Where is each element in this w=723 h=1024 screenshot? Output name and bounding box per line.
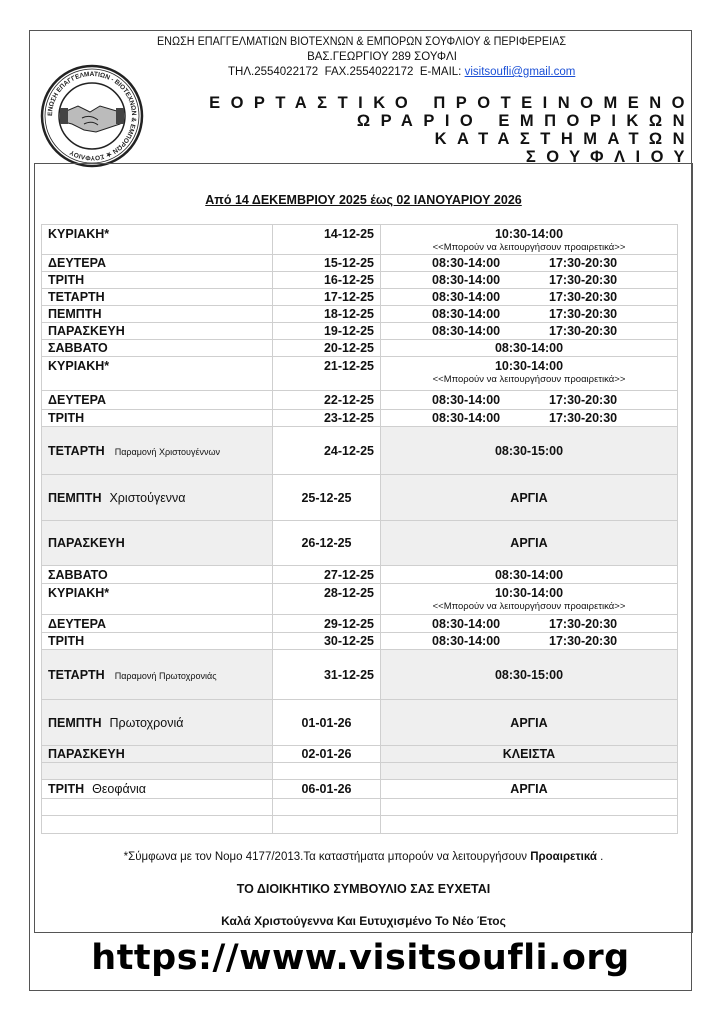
date-value: 19-12-25 — [323, 324, 374, 338]
day-cell — [42, 584, 273, 614]
fax: FAX.2554022172 — [324, 66, 414, 78]
day-name: ΔΕΥΤΕΡΑ — [48, 393, 107, 407]
holiday-note: Παραμονή Χριστουγέννων — [114, 447, 221, 457]
optional-opening-note: <<Μπορούν να λειτουργήσουν προαιρετικά>> — [432, 242, 626, 253]
date-cell — [273, 566, 381, 583]
morning-hours: 08:30-14:00 — [432, 290, 501, 304]
day-cell — [42, 323, 273, 339]
handshake-icon — [60, 106, 124, 132]
date-cell — [273, 306, 381, 322]
date-value: 06-01-26 — [301, 782, 352, 796]
holiday-note: Θεοφάνια — [92, 782, 146, 796]
day-cell — [42, 566, 273, 583]
hours-value: 08:30-14:00 — [494, 568, 564, 582]
hours-value: ΑΡΓΙΑ — [510, 491, 548, 505]
day-label-group — [48, 668, 217, 682]
board-greeting: ΤΟ ΔΙΟΙΚΗΤΙΚΟ ΣΥΜΒΟΥΛΙΟ ΣΑΣ ΕΥΧΕΤΑΙ — [236, 882, 491, 896]
date-cell — [273, 763, 381, 779]
day-cell — [42, 700, 273, 745]
date-value: 16-12-25 — [323, 273, 374, 287]
day-name: ΣΑΒΒΑΤΟ — [48, 341, 108, 355]
hours-cell — [381, 272, 677, 288]
date-cell — [273, 475, 381, 520]
day-cell — [42, 427, 273, 474]
association-seal-logo — [38, 62, 146, 170]
day-label-group — [48, 716, 183, 730]
date-value: 17-12-25 — [323, 290, 374, 304]
schedule-table — [41, 224, 678, 834]
morning-hours: 08:30-14:00 — [432, 411, 501, 425]
schedule-row — [42, 410, 677, 427]
day-cell — [42, 633, 273, 649]
hours-value: 08:30-15:00 — [494, 668, 564, 682]
date-cell — [273, 357, 381, 390]
evening-hours: 17:30-20:30 — [549, 256, 618, 270]
date-value: 21-12-25 — [323, 359, 374, 373]
schedule-row — [42, 799, 677, 816]
date-cell — [273, 615, 381, 632]
day-cell — [42, 391, 273, 409]
title-line-2: ΩΡΑΡΙΟ ΕΜΠΟΡΙΚΩΝ — [356, 112, 695, 130]
hours-cell — [381, 816, 677, 833]
optional-opening-note: <<Μπορούν να λειτουργήσουν προαιρετικά>> — [432, 601, 626, 612]
day-cell — [42, 225, 273, 254]
evening-hours: 17:30-20:30 — [549, 324, 618, 338]
schedule-row — [42, 584, 677, 615]
seal-text: ΕΝΩΣΗ ΕΠΑΓΓΕΛΜΑΤΙΩΝ - ΒΙΟΤΕΧΝΩΝ & ΕΜΠΟΡΩΝ ★ ΣΟΥΦΛΙΟΥ — [46, 70, 138, 162]
schedule-row — [42, 225, 677, 255]
schedule-row — [42, 255, 677, 272]
period-title: Από 14 ΔΕΚΕΜΒΡΙΟΥ 2025 έως 02 ΙΑΝΟΥΑΡΙΟΥ 2026 — [205, 193, 522, 207]
date-value: 24-12-25 — [323, 444, 374, 458]
hours-cell — [381, 584, 677, 614]
law-note-bold: Προαιρετικά — [530, 851, 597, 863]
day-cell — [42, 799, 273, 815]
schedule-row — [42, 427, 677, 475]
day-cell — [42, 521, 273, 565]
morning-hours: 08:30-14:00 — [432, 273, 501, 287]
schedule-row — [42, 391, 677, 410]
morning-hours: 08:30-14:00 — [432, 256, 501, 270]
date-cell — [273, 746, 381, 762]
season-wishes: Καλά Χριστούγεννα Και Ευτυχισμένο Το Νέο Έτος — [221, 914, 506, 928]
date-value: 29-12-25 — [323, 617, 374, 631]
evening-hours: 17:30-20:30 — [549, 393, 618, 407]
date-value: 14-12-25 — [323, 227, 374, 241]
day-cell — [42, 289, 273, 305]
date-cell — [273, 521, 381, 565]
date-cell — [273, 427, 381, 474]
schedule-row — [42, 475, 677, 521]
schedule-row — [42, 615, 677, 633]
schedule-row — [42, 289, 677, 306]
date-cell — [273, 340, 381, 356]
day-name: ΠΕΜΠΤΗ — [48, 491, 102, 505]
holiday-note: Παραμονή Πρωτοχρονιάς — [114, 671, 217, 681]
date-value: 02-01-26 — [301, 747, 352, 761]
holiday-note: Χριστούγεννα — [109, 491, 186, 505]
date-cell — [273, 584, 381, 614]
hours-value: 10:30-14:00 — [494, 359, 564, 373]
schedule-row — [42, 763, 677, 780]
day-name: ΠΕΜΠΤΗ — [48, 307, 102, 321]
morning-hours: 08:30-14:00 — [432, 393, 501, 407]
hours-cell — [381, 763, 677, 779]
morning-hours: 08:30-14:00 — [432, 324, 501, 338]
day-name: ΠΕΜΠΤΗ — [48, 716, 102, 730]
date-cell — [273, 323, 381, 339]
day-name: ΤΡΙΤΗ — [48, 411, 85, 425]
date-cell — [273, 272, 381, 288]
day-label-group — [48, 782, 146, 796]
date-value: 22-12-25 — [323, 393, 374, 407]
schedule-row — [42, 650, 677, 700]
day-cell — [42, 255, 273, 271]
date-cell — [273, 700, 381, 745]
hours-cell — [381, 427, 677, 474]
hours-value: 10:30-14:00 — [494, 227, 564, 241]
evening-hours: 17:30-20:30 — [549, 290, 618, 304]
day-name: ΤΡΙΤΗ — [48, 273, 85, 287]
title-line-1: ΕΟΡΤΑΣΤΙΚΟ ΠΡΟΤΕΙΝΟΜΕΝΟ — [209, 94, 695, 112]
day-cell — [42, 357, 273, 390]
hours-cell — [381, 323, 677, 339]
hours-value: ΑΡΓΙΑ — [510, 716, 548, 730]
day-name: ΤΡΙΤΗ — [48, 782, 85, 796]
hours-cell — [381, 780, 677, 798]
morning-hours: 08:30-14:00 — [432, 634, 501, 648]
hours-cell — [381, 306, 677, 322]
date-cell — [273, 410, 381, 426]
morning-hours: 08:30-14:00 — [432, 617, 501, 631]
evening-hours: 17:30-20:30 — [549, 634, 618, 648]
website-url[interactable]: https://www.visitsoufli.org — [91, 938, 630, 978]
day-name: ΤΡΙΤΗ — [48, 634, 85, 648]
hours-cell — [381, 746, 677, 762]
date-value: 27-12-25 — [323, 568, 374, 582]
day-cell — [42, 763, 273, 779]
hours-cell — [381, 799, 677, 815]
title-line-3: ΚΑΤΑΣΤΗΜΑΤΩΝ — [434, 130, 695, 148]
day-cell — [42, 340, 273, 356]
schedule-row — [42, 700, 677, 746]
email-label: E-MAIL: — [419, 66, 462, 78]
schedule-row — [42, 816, 677, 833]
schedule-row — [42, 340, 677, 357]
hours-cell — [381, 650, 677, 699]
date-value: 18-12-25 — [323, 307, 374, 321]
hours-value: 08:30-15:00 — [494, 444, 564, 458]
hours-value: ΚΛΕΙΣΤΑ — [502, 747, 556, 761]
date-cell — [273, 816, 381, 833]
law-footnote — [34, 851, 693, 863]
date-value: 01-01-26 — [301, 716, 352, 730]
day-name: ΤΕΤΑΡΤΗ — [48, 444, 105, 458]
day-cell — [42, 272, 273, 288]
evening-hours: 17:30-20:30 — [549, 307, 618, 321]
schedule-row — [42, 306, 677, 323]
schedule-row — [42, 521, 677, 566]
evening-hours: 17:30-20:30 — [549, 411, 618, 425]
date-cell — [273, 289, 381, 305]
hours-value: ΑΡΓΙΑ — [510, 782, 548, 796]
hours-cell — [381, 225, 677, 254]
evening-hours: 17:30-20:30 — [549, 273, 618, 287]
law-note-end: . — [596, 851, 604, 863]
day-cell — [42, 746, 273, 762]
date-value: 28-12-25 — [323, 586, 374, 600]
hours-cell — [381, 566, 677, 583]
hours-cell — [381, 633, 677, 649]
organization-address: ΒΑΣ.ΓΕΩΡΓΙΟΥ 289 ΣΟΥΦΛΙ — [307, 51, 457, 63]
day-name: ΚΥΡΙΑΚΗ* — [48, 359, 110, 373]
hours-cell — [381, 391, 677, 409]
date-value: 25-12-25 — [301, 491, 352, 505]
day-cell — [42, 816, 273, 833]
day-cell — [42, 410, 273, 426]
day-name: ΚΥΡΙΑΚΗ* — [48, 586, 110, 600]
day-name: ΠΑΡΑΣΚΕΥΗ — [48, 536, 125, 550]
date-cell — [273, 255, 381, 271]
day-label-group — [48, 491, 186, 505]
day-cell — [42, 650, 273, 699]
day-name: ΚΥΡΙΑΚΗ* — [48, 227, 110, 241]
date-value: 30-12-25 — [323, 634, 374, 648]
holiday-note: Πρωτοχρονιά — [109, 716, 184, 730]
date-cell — [273, 225, 381, 254]
day-name: ΠΑΡΑΣΚΕΥΗ — [48, 324, 125, 338]
schedule-row — [42, 272, 677, 289]
date-value: 26-12-25 — [301, 536, 352, 550]
hours-value: 10:30-14:00 — [494, 586, 564, 600]
schedule-row — [42, 780, 677, 799]
schedule-row — [42, 566, 677, 584]
organization-name: ΕΝΩΣΗ ΕΠΑΓΓΕΛΜΑΤΙΩΝ ΒΙΟΤΕΧΝΩΝ & ΕΜΠΟΡΩΝ ΣΟΥΦΛΙΟΥ & ΠΕΡΙΦΕΡΕΙΑΣ — [156, 36, 567, 48]
day-cell — [42, 306, 273, 322]
hours-value: 08:30-14:00 — [494, 341, 564, 355]
phone: ΤΗΛ.2554022172 — [228, 66, 319, 78]
evening-hours: 17:30-20:30 — [549, 617, 618, 631]
day-name: ΤΕΤΑΡΤΗ — [48, 668, 105, 682]
organization-contact — [228, 66, 648, 78]
hours-cell — [381, 615, 677, 632]
day-name: ΠΑΡΑΣΚΕΥΗ — [48, 747, 125, 761]
schedule-row — [42, 633, 677, 650]
day-cell — [42, 615, 273, 632]
schedule-row — [42, 323, 677, 340]
date-cell — [273, 650, 381, 699]
hours-cell — [381, 410, 677, 426]
morning-hours: 08:30-14:00 — [432, 307, 501, 321]
day-name: ΣΑΒΒΑΤΟ — [48, 568, 108, 582]
hours-cell — [381, 357, 677, 390]
hours-cell — [381, 255, 677, 271]
hours-cell — [381, 475, 677, 520]
day-label-group — [48, 444, 220, 458]
law-note-text: *Σύμφωνα με τον Νομο 4177/2013.Τα καταστήματα μπορούν να λειτουργήσουν — [123, 851, 528, 863]
day-name: ΤΕΤΑΡΤΗ — [48, 290, 105, 304]
date-cell — [273, 780, 381, 798]
day-cell — [42, 780, 273, 798]
schedule-row — [42, 357, 677, 391]
hours-value: ΑΡΓΙΑ — [510, 536, 548, 550]
schedule-row — [42, 746, 677, 763]
day-cell — [42, 475, 273, 520]
hours-cell — [381, 700, 677, 745]
date-cell — [273, 391, 381, 409]
email-link[interactable]: visitsoufli@gmail.com — [464, 66, 576, 78]
optional-opening-note: <<Μπορούν να λειτουργήσουν προαιρετικά>> — [432, 374, 626, 385]
date-cell — [273, 799, 381, 815]
hours-cell — [381, 340, 677, 356]
hours-cell — [381, 289, 677, 305]
date-value: 20-12-25 — [323, 341, 374, 355]
date-value: 23-12-25 — [323, 411, 374, 425]
date-cell — [273, 633, 381, 649]
date-value: 15-12-25 — [323, 256, 374, 270]
title-line-4: ΣΟΥΦΛΙΟΥ — [525, 148, 695, 166]
hours-cell — [381, 521, 677, 565]
day-name: ΔΕΥΤΕΡΑ — [48, 256, 107, 270]
date-value: 31-12-25 — [323, 668, 374, 682]
day-name: ΔΕΥΤΕΡΑ — [48, 617, 107, 631]
